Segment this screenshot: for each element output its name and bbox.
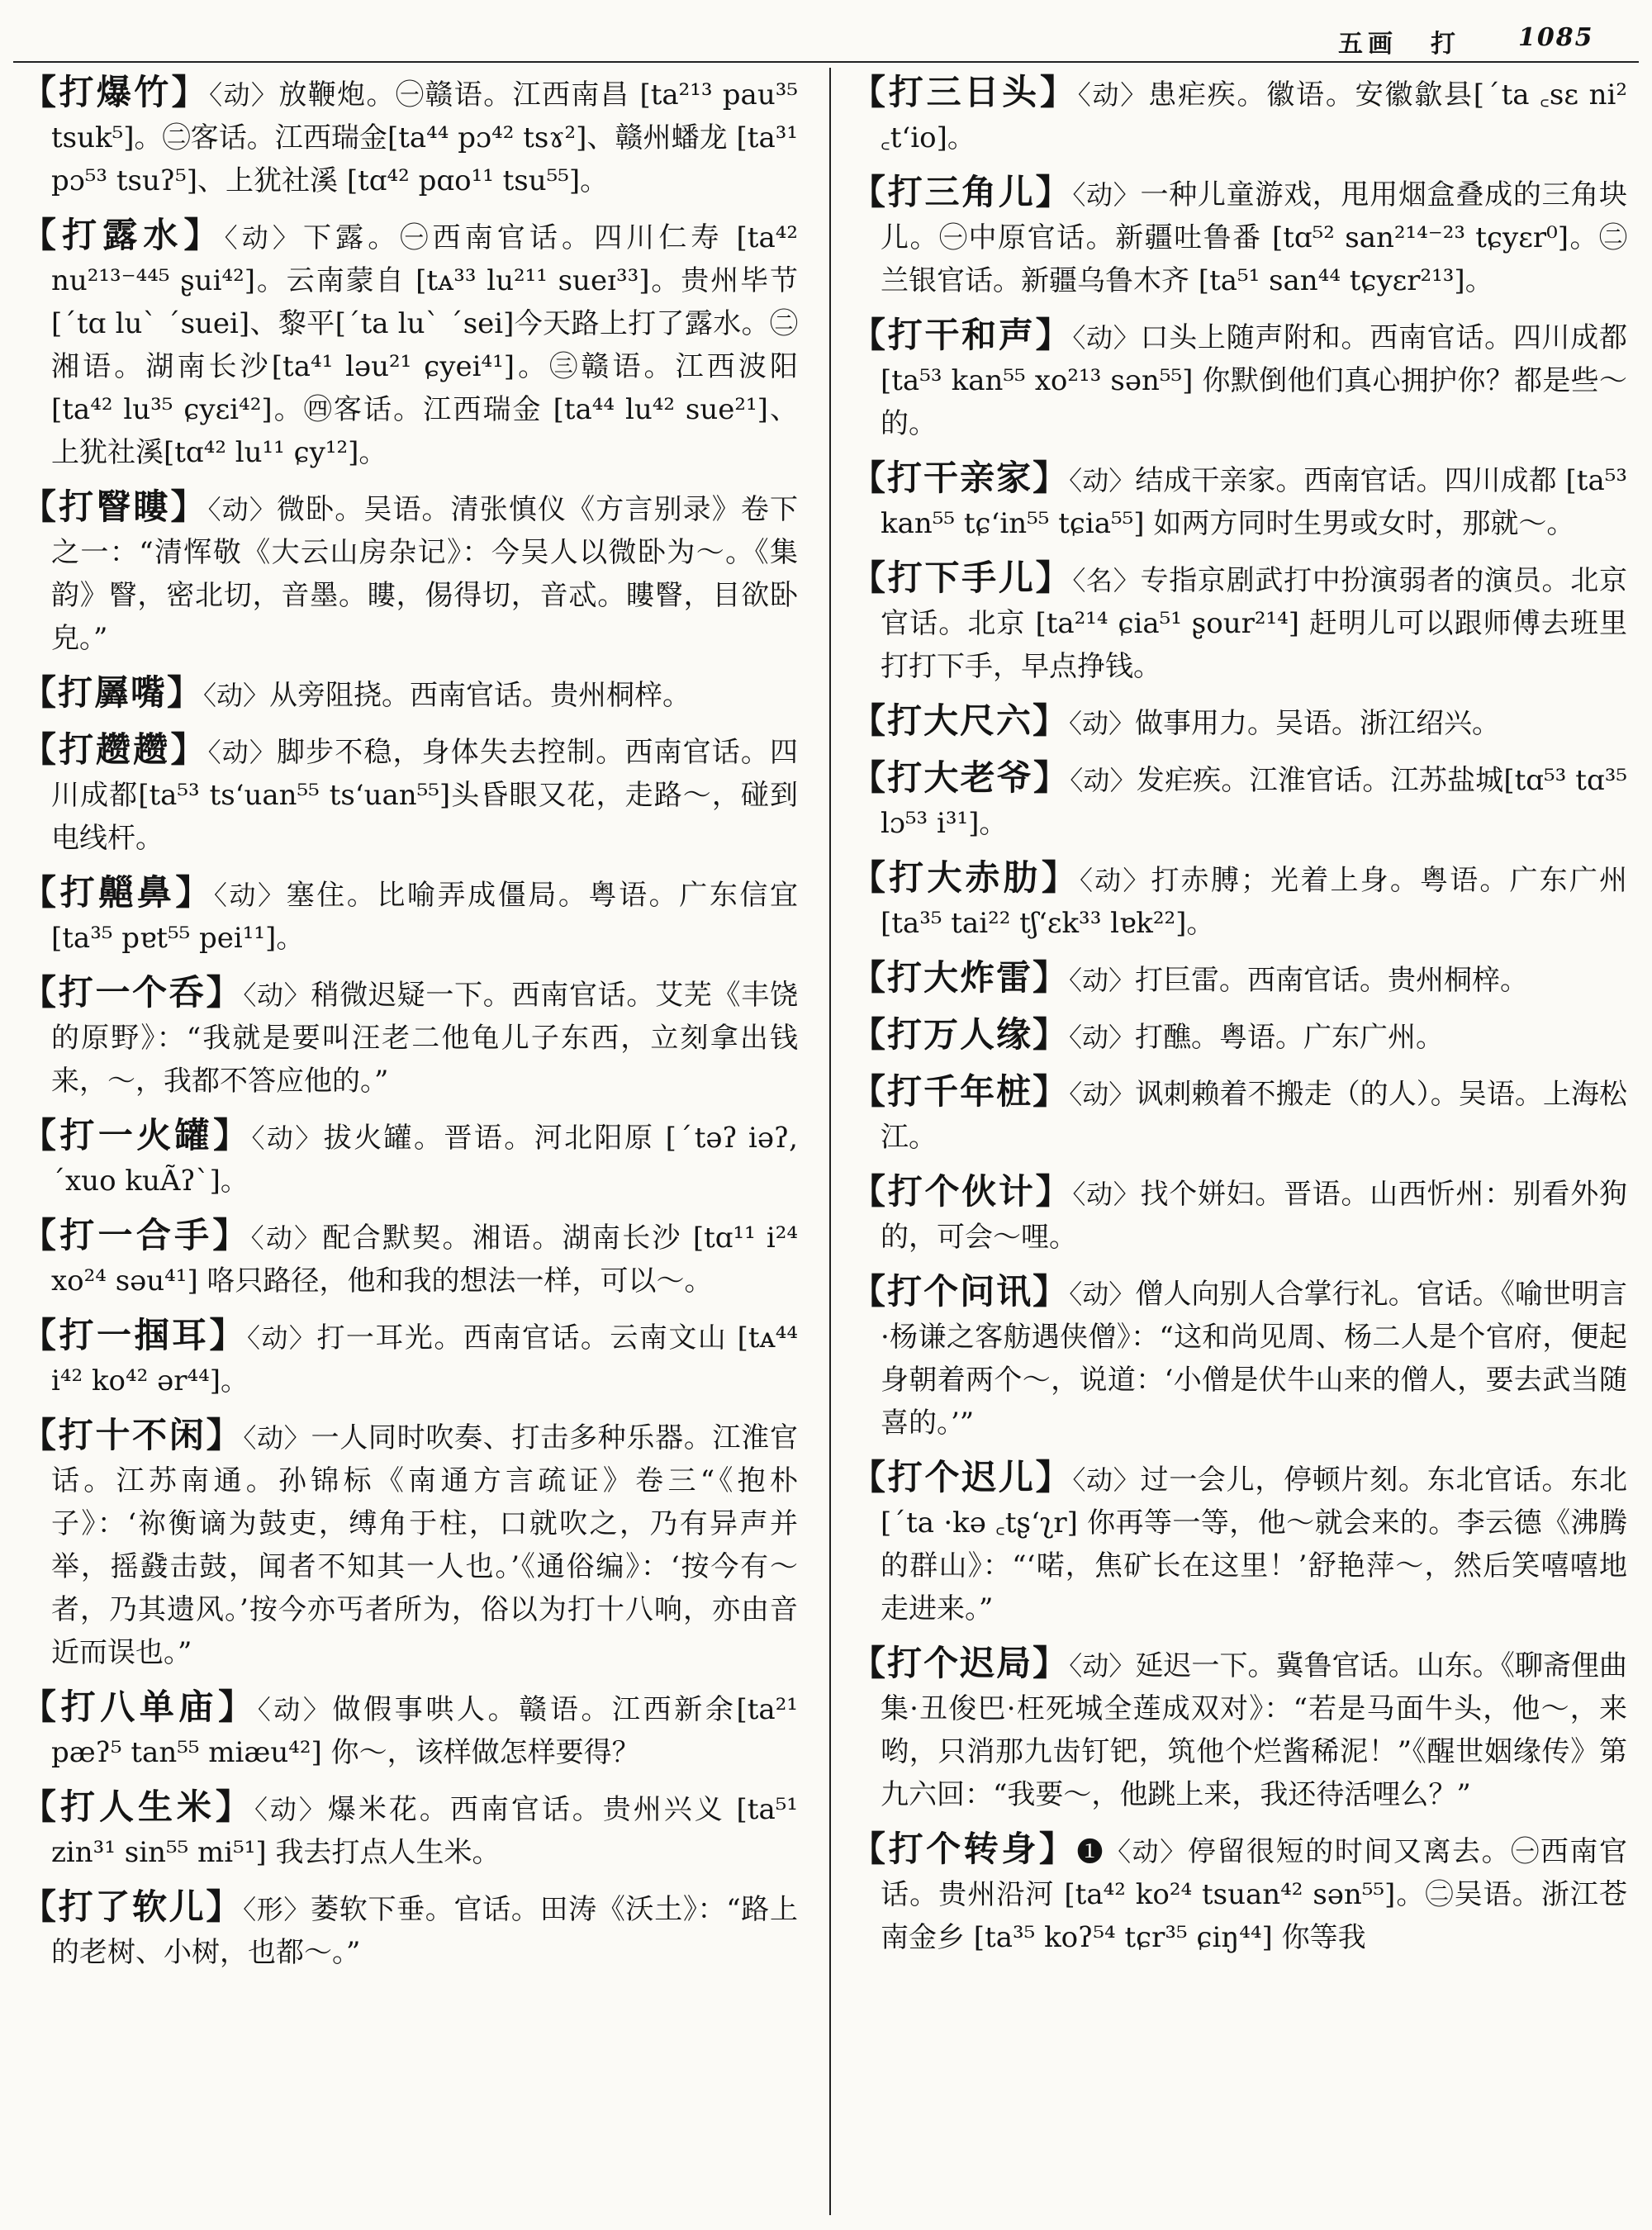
dictionary-entry	[851, 1456, 1627, 1630]
entry-pos: 〈动〉	[207, 737, 277, 768]
entry-definition: 一人同时吹奏、打击多种乐器。江淮官话。江苏南通。孙锦标《南通方言疏证》卷三“《抱朴子》：‘祢衡谪为鼓吏，缚角于柱，口就吹之，乃有异声并举，摇鼗击鼓，闻者不知其一人也。’《通俗编》：‘按今有～者，乃其遗风。’按今亦丐者所为，俗以为打十八响，亦由音近而误也。”	[51, 1421, 798, 1669]
entry-headword: 【打露水】	[21, 215, 225, 255]
dictionary-entry	[851, 314, 1627, 445]
entry-pos: 〈动〉	[224, 222, 303, 254]
left-column	[21, 71, 798, 1986]
entry-headword: 【打羼嘴】	[21, 672, 204, 713]
entry-pos: 〈动〉	[1069, 1079, 1136, 1110]
dictionary-entry	[851, 457, 1627, 545]
entry-definition: 发疟疾。江淮官话。江苏盐城[tɑ⁵³ tɑ³⁵ lɔ⁵³ i³¹]。	[881, 764, 1627, 840]
entry-headword: 【打大尺六】	[851, 700, 1070, 741]
header-char: 打	[1431, 30, 1460, 59]
entry-pos: 〈动〉	[251, 1122, 324, 1154]
entry-headword: 【打三角儿】	[851, 172, 1073, 212]
dictionary-entry	[21, 1786, 798, 1874]
entry-pos: 〈动〉	[1072, 1464, 1141, 1496]
entry-headword: 【打个问讯】	[851, 1271, 1070, 1312]
entry-headword: 【打一个呑】	[21, 972, 244, 1013]
dictionary-entry	[21, 871, 798, 960]
entry-pos: 〈动〉	[257, 1694, 333, 1725]
entry-definition: 下露。㊀西南官话。四川仁寿 [ta⁴² nu²¹³⁻⁴⁴⁵ ʂui⁴²]。云南蒙自 [tᴀ³³ lu²¹¹ sueɪ³³]。贵州毕节[ˊtɑ luˋ ˊsuei]、黎平[ˊta luˋ ˊsei]今天路上打了露水。㊁湘语。湖南长沙[ta⁴¹ ləu²¹ ɕyei⁴¹]。㊂赣语。江西波阳 [ta⁴² lu³⁵ ɕyɛi⁴²]。㊃客话。江西瑞金 [ta⁴⁴ lu⁴² sue²¹]、上犹社溪[tɑ⁴² lu¹¹ ɕy¹²]。	[51, 221, 798, 469]
dictionary-entry	[851, 1070, 1627, 1159]
entry-headword: 【打个迟局】	[851, 1643, 1070, 1683]
entry-pos: 〈动〉	[1080, 865, 1151, 896]
entry-pos: 〈动〉	[213, 880, 287, 911]
entry-pos: 〈动〉	[207, 494, 277, 525]
entry-headword: 【打趱趱】	[21, 729, 208, 770]
entry-pos: 〈动〉	[243, 980, 311, 1011]
entry-definition: 稍微迟疑一下。西南官话。艾芜《丰饶的原野》：“我就是要叫汪老二他龟儿子东西，立刻拿出钱来，～，我都不答应他的。”	[51, 979, 798, 1098]
entry-definition: 做假事哄人。赣语。江西新余[ta²¹ pæʔ⁵ tan⁵⁵ miæu⁴²] 你～，该样做怎样要得？	[51, 1693, 798, 1769]
entry-definition: 做事用力。吴语。浙江绍兴。	[1135, 707, 1501, 740]
entry-headword: 【打爆竹】	[21, 72, 210, 112]
entry-pos: 〈动〉	[1069, 1650, 1136, 1682]
entry-headword: 【打下手儿】	[851, 558, 1073, 598]
column-divider	[829, 68, 831, 2215]
dictionary-entry	[851, 1828, 1627, 1959]
dictionary-entry	[21, 1886, 798, 1974]
entry-definition: 患疟疾。徽语。安徽歙县[ˊta ꜀sɛ ni² ꜀tʻio]。	[881, 78, 1627, 154]
entry-pos: 〈动〉	[1072, 322, 1141, 353]
entry-pos: 〈动〉	[1069, 708, 1136, 739]
entry-definition: 讽刺赖着不搬走（的人）。吴语。上海松江。	[881, 1078, 1627, 1154]
entry-headword: 【打一掴耳】	[21, 1315, 247, 1355]
entry-headword: 【打干亲家】	[851, 458, 1070, 498]
dictionary-entry	[21, 1686, 798, 1774]
entry-pos: ❶〈动〉	[1076, 1836, 1188, 1867]
entry-headword: 【打个转身】	[851, 1829, 1077, 1869]
header-rule	[13, 61, 1639, 63]
entry-pos: 〈动〉	[1077, 79, 1149, 111]
entry-pos: 〈动〉	[1069, 965, 1136, 996]
entry-definition: 从旁阻挠。西南官话。贵州桐梓。	[269, 679, 691, 712]
dictionary-entry	[851, 956, 1627, 1002]
dictionary-entry	[21, 671, 798, 717]
entry-headword: 【打个迟儿】	[851, 1457, 1073, 1497]
entry-pos: 〈动〉	[1069, 1279, 1136, 1310]
entry-definition: 微卧。吴语。清张慎仪《方言别录》卷下之一：“清恽敬《大云山房杂记》：今吴人以微卧为～。《集韵》瞖，密北切，音墨。瞜，㑥得切，音忒。瞜瞖，目欲卧皃。”	[51, 493, 798, 655]
entry-definition: 塞住。比喻弄成僵局。粤语。广东信宜 [ta³⁵ pɐt⁵⁵ pei¹¹]。	[51, 879, 798, 955]
entry-definition: 配合默契。湘语。湖南长沙 [tɑ¹¹ i²⁴ xo²⁴ səu⁴¹] 咯只路径，他和我的想法一样，可以～。	[51, 1222, 798, 1298]
dictionary-entry	[21, 971, 798, 1103]
entry-pos: 〈动〉	[254, 1794, 328, 1825]
dictionary-entry	[851, 1642, 1627, 1816]
entry-definition: 爆米花。西南官话。贵州兴义 [ta⁵¹ zin³¹ sin⁵⁵ mi⁵¹] 我去打点人生米。	[51, 1793, 798, 1869]
dictionary-entry	[21, 1314, 798, 1402]
entry-headword: 【打瞖瞜】	[21, 486, 208, 527]
entry-headword: 【打个伙计】	[851, 1171, 1073, 1212]
entry-definition: 打一耳光。西南官话。云南文山 [tᴀ⁴⁴ i⁴² ko⁴² ər⁴⁴]。	[51, 1321, 798, 1397]
dictionary-entry	[21, 728, 798, 860]
entry-definition: 打赤膊；光着上身。粤语。广东广州 [ta³⁵ tai²² tʃʻɛk³³ lɐk²²]。	[881, 864, 1627, 940]
dictionary-entry	[21, 486, 798, 660]
dictionary-entry	[21, 1214, 798, 1302]
entry-pos: 〈动〉	[203, 680, 270, 711]
entry-headword: 【打一火罐】	[21, 1115, 252, 1155]
dictionary-entry	[851, 171, 1627, 302]
dictionary-entry	[851, 700, 1627, 745]
entry-pos: 〈动〉	[209, 79, 279, 111]
entry-pos: 〈动〉	[1072, 179, 1141, 211]
right-column	[851, 71, 1627, 1971]
page-number: 1085	[1518, 23, 1594, 52]
entry-headword: 【打八单庙】	[21, 1687, 258, 1727]
entry-pos: 〈动〉	[1072, 1179, 1141, 1210]
entry-definition: 萎软下垂。官话。田涛《沃土》：“路上的老树、小树，也都～。”	[51, 1893, 798, 1969]
entry-definition: 找个姘妇。晋语。山西忻州：别看外狗的，可会～哩。	[881, 1178, 1627, 1254]
dictionary-entry	[851, 557, 1627, 688]
dictionary-entry	[851, 1013, 1627, 1059]
entry-headword: 【打一合手】	[21, 1215, 251, 1255]
entry-headword: 【打大老爷】	[851, 757, 1070, 798]
dictionary-entry	[851, 856, 1627, 945]
entry-definition: 专指京剧武打中扮演弱者的演员。北京官话。北京 [ta²¹⁴ ɕia⁵¹ ʂour²¹⁴] 赶明儿可以跟师傅去班里打打下手，早点挣钱。	[881, 564, 1627, 683]
entry-headword: 【打了软儿】	[21, 1886, 244, 1927]
dictionary-entry	[851, 1270, 1627, 1445]
entry-headword: 【打三日头】	[851, 72, 1078, 112]
entry-pos: 〈名〉	[1072, 565, 1141, 596]
entry-headword: 【打齆鼻】	[21, 872, 214, 913]
entry-definition: 口头上随声附和。西南官话。四川成都 [ta⁵³ kan⁵⁵ xo²¹³ sən⁵⁵] 你默倒他们真心拥护你？都是些～的。	[881, 321, 1627, 440]
entry-definition: 拔火罐。晋语。河北阳原 [ˊtəʔ iəʔ, ˊxuo kuÃʔˋ]。	[51, 1122, 798, 1198]
dictionary-entry	[851, 71, 1627, 159]
entry-pos: 〈动〉	[246, 1322, 317, 1354]
dictionary-entry	[21, 71, 798, 202]
entry-headword: 【打干和声】	[851, 315, 1073, 355]
header-section: 五画	[1338, 30, 1398, 59]
entry-pos: 〈形〉	[243, 1894, 311, 1925]
entry-pos: 〈动〉	[250, 1222, 323, 1254]
entry-definition: 结成干亲家。西南官话。四川成都 [ta⁵³ kan⁵⁵ tɕʻin⁵⁵ tɕia⁵⁵] 如两方同时生男或女时，那就～。	[881, 464, 1627, 540]
entry-headword: 【打大炸雷】	[851, 957, 1070, 998]
entry-definition: 打巨雷。西南官话。贵州桐梓。	[1135, 964, 1529, 997]
entry-pos: 〈动〉	[1069, 1022, 1136, 1053]
entry-definition: 脚步不稳，身体失去控制。西南官话。四川成都[ta⁵³ tsʻuan⁵⁵ tsʻuan⁵⁵]头昏眼又花，走路～，碰到电线杆。	[51, 736, 798, 855]
dictionary-entry	[851, 757, 1627, 845]
entry-definition: 延迟一下。冀鲁官话。山东。《聊斋俚曲集·丑俊巴·枉死城全莲成双对》：“若是马面牛头，他～，来哟，只消那九齿钉钯，筑他个烂酱稀泥！”《醒世姻缘传》第九六回：“我要～，他跳上来，我还待活哩么？”	[881, 1649, 1627, 1811]
entry-definition: 过一会儿，停顿片刻。东北官话。东北[ˊta ·kə ꜀tʂʻʅr] 你再等一等，他～就会来的。李云德《沸腾的群山》：“‘喏，焦矿长在这里！’舒艳萍～，然后笑嘻嘻地走进来。”	[881, 1464, 1627, 1625]
dictionary-entry	[851, 1170, 1627, 1259]
entry-pos: 〈动〉	[1069, 465, 1136, 496]
entry-headword: 【打人生米】	[21, 1786, 254, 1827]
page-header	[1338, 23, 1635, 59]
entry-headword: 【打万人缘】	[851, 1014, 1070, 1055]
entry-definition: 僧人向别人合掌行礼。官话。《喻世明言·杨谦之客舫遇侠僧》：“这和尚见周、杨二人是个官府，便起身朝着两个～，说道：‘小僧是伏牛山来的僧人，要去武当随喜的。’”	[881, 1278, 1627, 1440]
dictionary-entry	[21, 1414, 798, 1674]
entry-definition: 放鞭炮。㊀赣语。江西南昌 [ta²¹³ pau³⁵ tsuk⁵]。㊁客话。江西瑞金[ta⁴⁴ pɔ⁴² tsɤ²]、赣州蟠龙 [ta³¹ pɔ⁵³ tsuʔ⁵]、上犹社溪 [tɑ⁴² pɑo¹¹ tsu⁵⁵]。	[51, 78, 798, 197]
entry-definition: 一种儿童游戏，甩用烟盒叠成的三角块儿。㊀中原官话。新疆吐鲁番 [tɑ⁵² san²¹⁴⁻²³ tɕyɛr⁰]。㊁兰银官话。新疆乌鲁木齐 [ta⁵¹ san⁴⁴ tɕyɛr²¹³]。	[881, 178, 1627, 297]
entry-headword: 【打千年桩】	[851, 1071, 1070, 1112]
entry-headword: 【打大赤肋】	[851, 857, 1080, 898]
entry-pos: 〈动〉	[1070, 765, 1137, 796]
entry-definition: 停留很短的时间又离去。㊀西南官话。贵州沿河 [ta⁴² ko²⁴ tsuan⁴² sən⁵⁵]。㊁吴语。浙江苍南金乡 [ta³⁵ koʔ⁵⁴ tɕr³⁵ ɕiŋ⁴⁴] 你等我	[881, 1835, 1627, 1954]
dictionary-entry	[21, 1114, 798, 1203]
entry-definition: 打醮。粤语。广东广州。	[1135, 1021, 1445, 1054]
entry-headword: 【打十不闲】	[21, 1415, 244, 1455]
entry-pos: 〈动〉	[243, 1422, 311, 1454]
dictionary-entry	[21, 214, 798, 474]
